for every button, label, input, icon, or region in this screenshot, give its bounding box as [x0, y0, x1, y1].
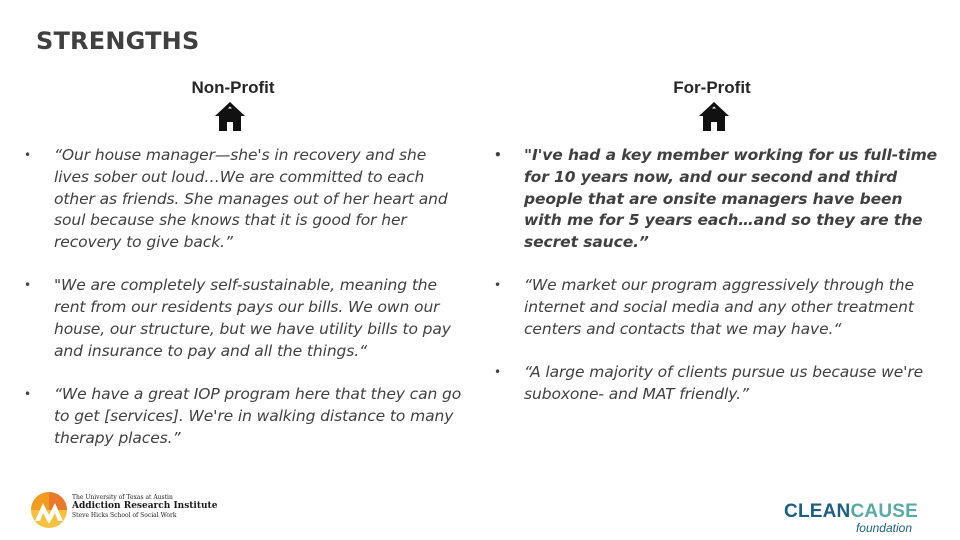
forprofit-quote-2: “We market our program aggressively through the internet and social media and any other treatment centers and contacts that we may have.“ — [524, 276, 914, 339]
bullet: • — [24, 278, 31, 293]
forprofit-quote-3: “A large majority of clients pursue us because we're suboxone- and MAT friendly.” — [524, 363, 924, 404]
forprofit-quote-list — [494, 145, 940, 427]
bullet: • — [494, 365, 501, 380]
ut-ari-logo-text — [72, 494, 217, 519]
ut-line-2: Addiction Research Institute — [72, 501, 218, 511]
ut-line-3: Steve Hicks School of Social Work — [72, 512, 177, 519]
nonprofit-quote-3: “We have a great IOP program here that they can go to get [services]. We're in walking distance to many therapy places.” — [54, 385, 462, 447]
nonprofit-quote-list — [24, 145, 462, 471]
cleancause-logo — [784, 502, 918, 534]
list-item — [494, 362, 940, 406]
list-item — [24, 145, 462, 254]
cleancause-brand — [784, 502, 918, 522]
home-icon — [698, 101, 730, 132]
bullet: • — [24, 148, 31, 162]
ut-ari-logo-icon — [27, 491, 71, 529]
list-item — [494, 145, 940, 254]
nonprofit-quote-2: "We are completely self-sustainable, meaning the rent from our residents pays our bills. We own our house, our structure, but we have utility bills to pay and insurance to pay and all the things.“ — [54, 276, 451, 360]
list-item — [24, 275, 462, 362]
cleancause-cause: CAUSE — [850, 501, 918, 522]
cleancause-clean: CLEAN — [784, 501, 851, 522]
nonprofit-quote-1: “Our house manager—she's in recovery and she lives sober out loud…We are committed to each other as friends. She manages out of her heart and soul because she knows that it is good for her recovery to give back.” — [54, 146, 448, 252]
forprofit-quote-1: "I've had a key member working for us full-time for 10 years now, and our second and third people that are onsite managers have been with me for 5 years each…and so they are the secret sauce.” — [524, 146, 938, 252]
bullet: • — [494, 278, 501, 293]
list-item — [24, 384, 462, 449]
home-icon — [214, 101, 246, 132]
nonprofit-heading: Non-Profit — [191, 78, 275, 97]
slide-title: STRENGTHS — [36, 27, 200, 55]
ut-line-1: The University of Texas at Austin — [72, 494, 173, 501]
list-item — [494, 275, 940, 340]
bullet: • — [24, 387, 31, 402]
cleancause-foundation: foundation — [855, 521, 912, 535]
bullet: • — [494, 148, 502, 162]
forprofit-heading: For-Profit — [673, 78, 751, 97]
